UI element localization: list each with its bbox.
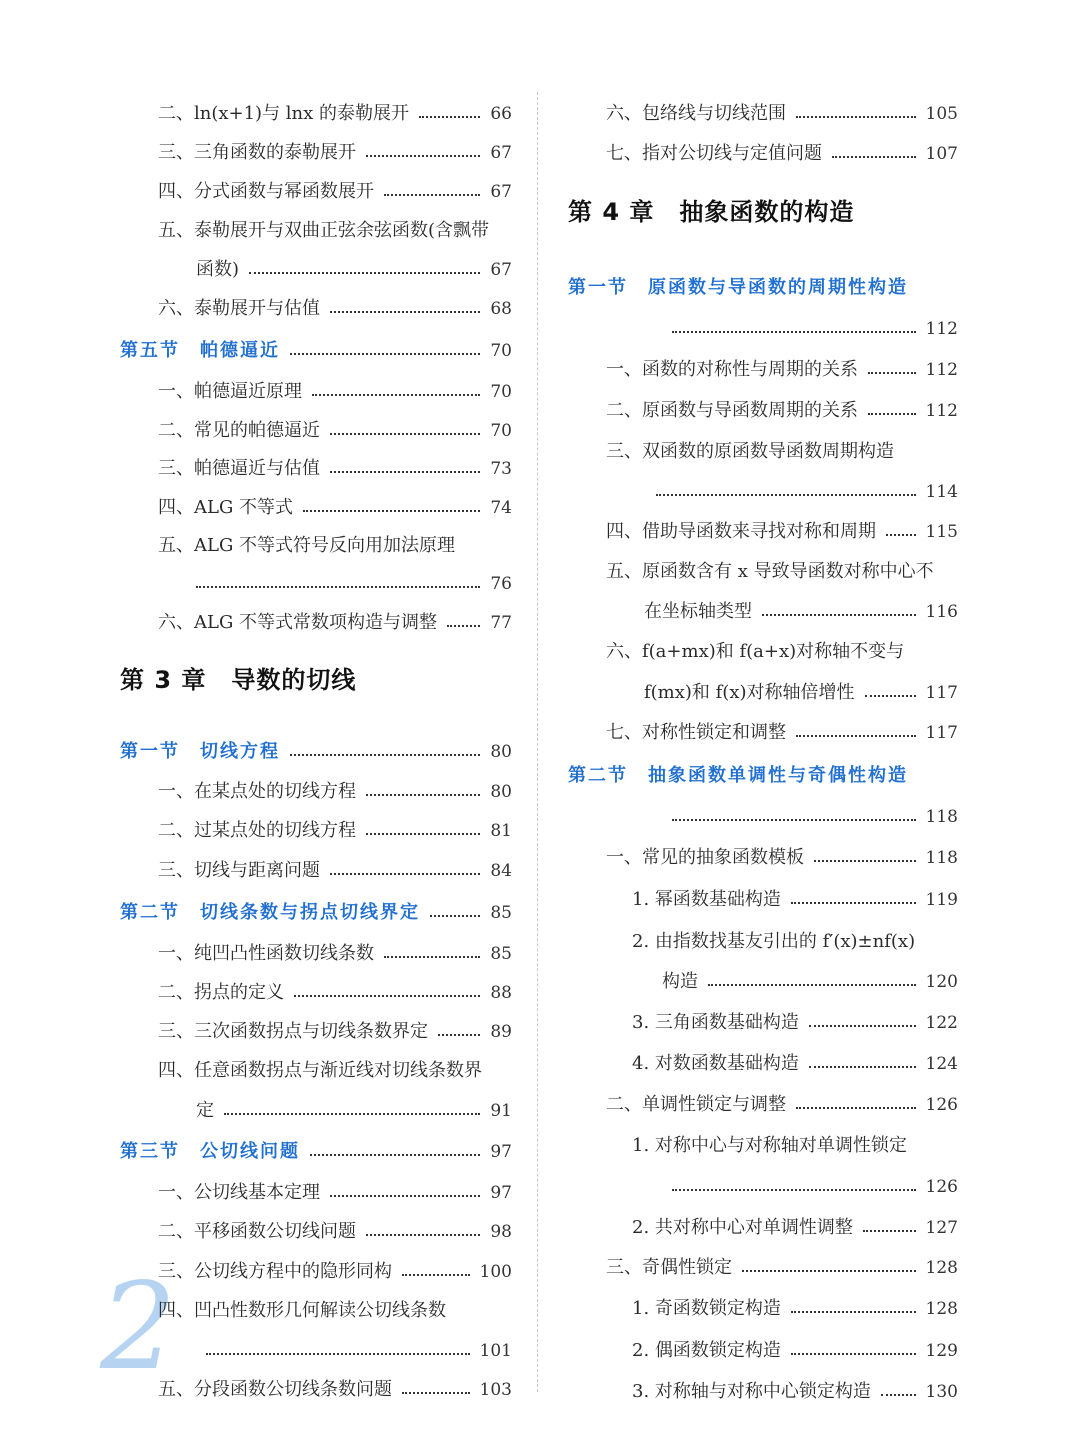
toc-entry[interactable] — [158, 1182, 512, 1204]
toc-entry[interactable] — [158, 612, 512, 634]
toc-entry[interactable] — [632, 1053, 958, 1075]
toc-entry-title: 六、f(a+mx)和 f(a+x)对称轴不变与 — [606, 641, 905, 662]
toc-entry-page: 84 — [490, 861, 512, 881]
toc-entry[interactable] — [606, 847, 958, 869]
toc-entry-title: 三、公切线方程中的隐形同构 — [158, 1261, 392, 1282]
toc-entry-page: 74 — [490, 498, 512, 518]
toc-entry-title: 六、ALG 不等式常数项构造与调整 — [158, 612, 438, 633]
toc-leader-dots — [384, 956, 480, 958]
toc-leader-dots — [366, 155, 480, 157]
toc-entry-page: 112 — [925, 319, 958, 339]
toc-leader-dots — [330, 1195, 480, 1197]
toc-leader-dots — [868, 413, 916, 415]
toc-entry[interactable] — [632, 1012, 958, 1034]
toc-entry[interactable] — [606, 400, 958, 422]
toc-entry-title: 第一节 原函数与导函数的周期性构造 — [568, 277, 908, 298]
toc-entry-page: 81 — [490, 821, 512, 841]
toc-leader-dots — [310, 1154, 480, 1156]
toc-entry-title: 五、原函数含有 x 导致导函数对称中心不 — [606, 561, 934, 582]
toc-entry-title: 二、平移函数公切线问题 — [158, 1221, 356, 1242]
toc-entry-page: 85 — [490, 903, 512, 923]
toc-entry[interactable] — [158, 458, 512, 480]
toc-entry-title: 三、切线与距离问题 — [158, 860, 320, 881]
toc-entry-title: 一、帕德逼近原理 — [158, 381, 302, 402]
toc-leader-dots — [762, 614, 916, 616]
toc-leader-dots — [809, 1025, 916, 1027]
toc-leader-dots — [249, 272, 480, 274]
toc-entry-page: 80 — [490, 742, 512, 762]
toc-entry[interactable] — [632, 931, 958, 953]
toc-entry-page: 67 — [490, 143, 512, 163]
toc-entry-page: 97 — [490, 1183, 512, 1203]
toc-entry[interactable] — [632, 889, 958, 911]
chapter-heading: 第 4 章 抽象函数的构造 — [568, 198, 855, 226]
toc-entry-title: 3. 三角函数基础构造 — [632, 1012, 799, 1033]
toc-entry-title: 七、对称性锁定和调整 — [606, 722, 786, 743]
toc-entry-title: 六、泰勒展开与估值 — [158, 298, 320, 319]
toc-entry[interactable] — [158, 220, 512, 242]
toc-entry-title: 二、原函数与导函数周期的关系 — [606, 400, 858, 421]
toc-leader-dots — [796, 735, 916, 737]
toc-entry-page: 80 — [490, 782, 512, 802]
toc-entry[interactable] — [196, 259, 512, 281]
toc-entry-title: 一、公切线基本定理 — [158, 1182, 320, 1203]
toc-section-entry[interactable] — [120, 902, 512, 924]
toc-leader-dots — [303, 510, 480, 512]
toc-entry-title: 函数) — [196, 259, 240, 280]
toc-entry[interactable] — [606, 143, 958, 165]
toc-entry-title: 二、拐点的定义 — [158, 982, 284, 1003]
toc-leader-dots — [881, 1394, 916, 1396]
toc-entry-page: 66 — [490, 104, 512, 124]
toc-entry[interactable] — [158, 298, 512, 320]
toc-leader-dots — [430, 915, 480, 917]
toc-entry-page: 119 — [925, 890, 958, 910]
toc-entry[interactable] — [158, 781, 512, 803]
toc-leader-dots — [791, 1311, 916, 1313]
toc-entry[interactable] — [158, 181, 512, 203]
toc-entry-page: 101 — [479, 1341, 512, 1361]
toc-leader-dots — [656, 494, 916, 496]
toc-leader-dots — [206, 1353, 470, 1355]
toc-entry-page: 118 — [925, 807, 958, 827]
toc-entry[interactable] — [158, 142, 512, 164]
toc-entry[interactable] — [158, 982, 512, 1004]
toc-entry-page: 97 — [490, 1142, 512, 1162]
toc-leader-dots — [791, 902, 916, 904]
toc-entry-title: 1. 对称中心与对称轴对单调性锁定 — [632, 1135, 907, 1156]
toc-leader-dots — [742, 1270, 916, 1272]
toc-entry-title: 2. 偶函数锁定构造 — [632, 1340, 781, 1361]
toc-entry-page: 98 — [490, 1222, 512, 1242]
toc-entry-page: 118 — [925, 848, 958, 868]
toc-leader-dots — [814, 860, 916, 862]
toc-entry-title: 一、常见的抽象函数模板 — [606, 847, 804, 868]
toc-entry[interactable] — [158, 535, 512, 557]
toc-entry-title: 一、函数的对称性与周期的关系 — [606, 359, 858, 380]
toc-section-entry[interactable] — [568, 277, 958, 299]
toc-entry[interactable] — [606, 641, 958, 663]
toc-leader-dots — [832, 156, 916, 158]
toc-entry-title: 构造 — [662, 971, 698, 992]
toc-entry-page: 70 — [490, 421, 512, 441]
toc-entry-title: 二、常见的帕德逼近 — [158, 420, 320, 441]
toc-entry[interactable] — [158, 1221, 512, 1243]
toc-entry-page: 128 — [925, 1299, 958, 1319]
toc-entry[interactable] — [662, 971, 958, 993]
toc-entry-title: 定 — [196, 1100, 214, 1121]
toc-entry-title: 第五节 帕德逼近 — [120, 340, 280, 361]
toc-entry-page: 73 — [490, 459, 512, 479]
toc-entry-title: 四、ALG 不等式 — [158, 497, 294, 518]
toc-entry-page: 100 — [479, 1262, 512, 1282]
toc-entry[interactable] — [158, 1379, 512, 1401]
toc-entry-title: 在坐标轴类型 — [644, 601, 752, 622]
toc-entry-page: 126 — [925, 1177, 958, 1197]
toc-entry-title: 四、借助导函数来寻找对称和周期 — [606, 521, 876, 542]
toc-leader-dots — [294, 995, 480, 997]
toc-entry[interactable] — [606, 561, 958, 583]
toc-leader-dots — [791, 1353, 916, 1355]
toc-leader-dots — [438, 1034, 480, 1036]
toc-entry[interactable] — [158, 1060, 512, 1082]
toc-entry[interactable] — [158, 1261, 512, 1283]
toc-entry-page: 114 — [925, 482, 958, 502]
toc-leader-dots — [330, 471, 480, 473]
toc-entry-page: 112 — [925, 401, 958, 421]
chapter-heading: 第 3 章 导数的切线 — [120, 666, 357, 694]
toc-leader-dots — [366, 833, 480, 835]
toc-entry[interactable] — [158, 103, 512, 125]
toc-entry-page: 112 — [925, 360, 958, 380]
toc-entry-page: 91 — [490, 1101, 512, 1121]
toc-entry-page: 76 — [490, 574, 512, 594]
toc-leader-dots — [330, 311, 480, 313]
toc-entry-title: 3. 对称轴与对称中心锁定构造 — [632, 1381, 871, 1402]
toc-entry-title: 四、任意函数拐点与渐近线对切线条数界 — [158, 1060, 482, 1081]
toc-entry-title: 三、双函数的原函数导函数周期构造 — [606, 441, 894, 462]
toc-entry-title: 1. 幂函数基础构造 — [632, 889, 781, 910]
toc-leader-dots — [366, 794, 480, 796]
toc-leader-dots — [366, 1234, 480, 1236]
toc-entry-title: 二、过某点处的切线方程 — [158, 820, 356, 841]
toc-entry-page: 89 — [490, 1022, 512, 1042]
toc-entry[interactable] — [632, 1298, 958, 1320]
page-number: 2 — [100, 1258, 177, 1397]
toc-leader-dots — [796, 116, 916, 118]
column-divider — [537, 92, 538, 1392]
toc-entry-page: 130 — [925, 1382, 958, 1402]
toc-entry[interactable] — [606, 722, 958, 744]
toc-entry[interactable] — [158, 1300, 512, 1322]
toc-leader-dots — [868, 372, 916, 374]
toc-entry[interactable] — [632, 1135, 958, 1157]
toc-entry-page: 88 — [490, 983, 512, 1003]
toc-entry-page: 107 — [925, 144, 958, 164]
toc-leader-dots — [863, 1230, 916, 1232]
toc-leader-dots — [330, 873, 480, 875]
toc-entry-title: 七、指对公切线与定值问题 — [606, 143, 822, 164]
toc-entry-title: 第二节 切线条数与拐点切线界定 — [120, 902, 420, 923]
toc-entry[interactable] — [606, 103, 958, 125]
toc-entry-page: 128 — [925, 1258, 958, 1278]
toc-entry-title: 三、三次函数拐点与切线条数界定 — [158, 1021, 428, 1042]
toc-leader-dots — [290, 754, 480, 756]
toc-entry-title: 六、包络线与切线范围 — [606, 103, 786, 124]
toc-entry-title: 第二节 抽象函数单调性与奇偶性构造 — [568, 765, 908, 786]
toc-entry-page: 122 — [925, 1013, 958, 1033]
toc-entry[interactable] — [158, 943, 512, 965]
toc-entry[interactable] — [632, 1217, 958, 1239]
toc-entry-page: 116 — [925, 602, 958, 622]
toc-entry-title: 三、三角函数的泰勒展开 — [158, 142, 356, 163]
toc-entry-page: 126 — [925, 1095, 958, 1115]
toc-leader-dots — [672, 819, 916, 821]
toc-leader-dots — [886, 534, 916, 536]
toc-entry[interactable] — [606, 521, 958, 543]
toc-leader-dots — [384, 194, 480, 196]
toc-entry[interactable] — [672, 806, 958, 828]
toc-entry-page: 103 — [479, 1380, 512, 1400]
toc-entry-page: 120 — [925, 972, 958, 992]
toc-entry[interactable] — [644, 601, 958, 623]
toc-leader-dots — [447, 625, 480, 627]
toc-entry-title: 1. 奇函数锁定构造 — [632, 1298, 781, 1319]
toc-entry-page: 115 — [925, 522, 958, 542]
toc-entry-page: 129 — [925, 1341, 958, 1361]
toc-leader-dots — [796, 1107, 916, 1109]
toc-entry-title: 第一节 切线方程 — [120, 741, 280, 762]
toc-section-entry[interactable] — [120, 741, 512, 763]
toc-leader-dots — [402, 1274, 470, 1276]
toc-entry-title: 二、ln(x+1)与 lnx 的泰勒展开 — [158, 103, 410, 124]
toc-entry-page: 67 — [490, 260, 512, 280]
toc-entry[interactable] — [196, 1100, 512, 1122]
toc-entry[interactable] — [606, 441, 958, 463]
toc-entry[interactable] — [606, 1094, 958, 1116]
toc-section-entry[interactable] — [120, 340, 512, 362]
toc-entry-title: 2. 由指数找基友引出的 f′(x)±nf(x) — [632, 931, 916, 952]
toc-entry-title: 一、在某点处的切线方程 — [158, 781, 356, 802]
toc-entry[interactable] — [158, 860, 512, 882]
toc-entry[interactable] — [672, 318, 958, 340]
toc-entry[interactable] — [606, 1257, 958, 1279]
toc-leader-dots — [290, 353, 480, 355]
toc-entry-title: 一、纯凹凸性函数切线条数 — [158, 943, 374, 964]
toc-entry-page: 67 — [490, 182, 512, 202]
toc-leader-dots — [402, 1392, 470, 1394]
toc-entry-page: 68 — [490, 299, 512, 319]
toc-leader-dots — [312, 394, 480, 396]
toc-entry[interactable] — [656, 481, 958, 503]
toc-entry[interactable] — [206, 1340, 512, 1362]
toc-entry-title: 五、ALG 不等式符号反向用加法原理 — [158, 535, 456, 556]
toc-entry[interactable] — [632, 1340, 958, 1362]
toc-entry[interactable] — [158, 381, 512, 403]
toc-entry-title: 五、分段函数公切线条数问题 — [158, 1379, 392, 1400]
toc-entry-title: 二、单调性锁定与调整 — [606, 1094, 786, 1115]
toc-leader-dots — [330, 433, 480, 435]
toc-entry-title: 四、凹凸性数形几何解读公切线条数 — [158, 1300, 446, 1321]
toc-entry-page: 124 — [925, 1054, 958, 1074]
toc-entry-page: 117 — [925, 683, 958, 703]
toc-entry-page: 77 — [490, 613, 512, 633]
toc-entry-title: 五、泰勒展开与双曲正弦余弦函数(含飘带 — [158, 220, 490, 241]
toc-entry-title: f(mx)和 f(x)对称轴倍增性 — [644, 682, 855, 703]
toc-leader-dots — [865, 695, 916, 697]
toc-section-entry[interactable] — [568, 765, 958, 787]
toc-leader-dots — [196, 586, 480, 588]
toc-entry-page: 85 — [490, 944, 512, 964]
toc-entry[interactable] — [158, 497, 512, 519]
toc-entry[interactable] — [158, 820, 512, 842]
toc-entry[interactable] — [632, 1381, 958, 1403]
toc-entry[interactable] — [158, 1021, 512, 1043]
toc-entry-title: 四、分式函数与幂函数展开 — [158, 181, 374, 202]
toc-leader-dots — [672, 331, 916, 333]
toc-entry-page: 127 — [925, 1218, 958, 1238]
toc-entry[interactable] — [606, 359, 958, 381]
toc-entry-page: 70 — [490, 382, 512, 402]
toc-entry[interactable] — [196, 573, 512, 595]
toc-entry-title: 三、帕德逼近与估值 — [158, 458, 320, 479]
toc-entry-title: 2. 共对称中心对单调性调整 — [632, 1217, 853, 1238]
toc-entry-title: 第三节 公切线问题 — [120, 1141, 300, 1162]
toc-entry[interactable] — [158, 420, 512, 442]
toc-entry-page: 70 — [490, 341, 512, 361]
toc-entry-title: 4. 对数函数基础构造 — [632, 1053, 799, 1074]
toc-leader-dots — [672, 1189, 916, 1191]
toc-entry-title: 三、奇偶性锁定 — [606, 1257, 732, 1278]
toc-leader-dots — [708, 984, 916, 986]
toc-entry[interactable] — [672, 1176, 958, 1198]
toc-entry[interactable] — [644, 682, 958, 704]
toc-entry-page: 117 — [925, 723, 958, 743]
toc-leader-dots — [224, 1113, 480, 1115]
toc-entry-page: 105 — [925, 104, 958, 124]
toc-leader-dots — [809, 1066, 916, 1068]
toc-leader-dots — [419, 116, 480, 118]
toc-section-entry[interactable] — [120, 1141, 512, 1163]
